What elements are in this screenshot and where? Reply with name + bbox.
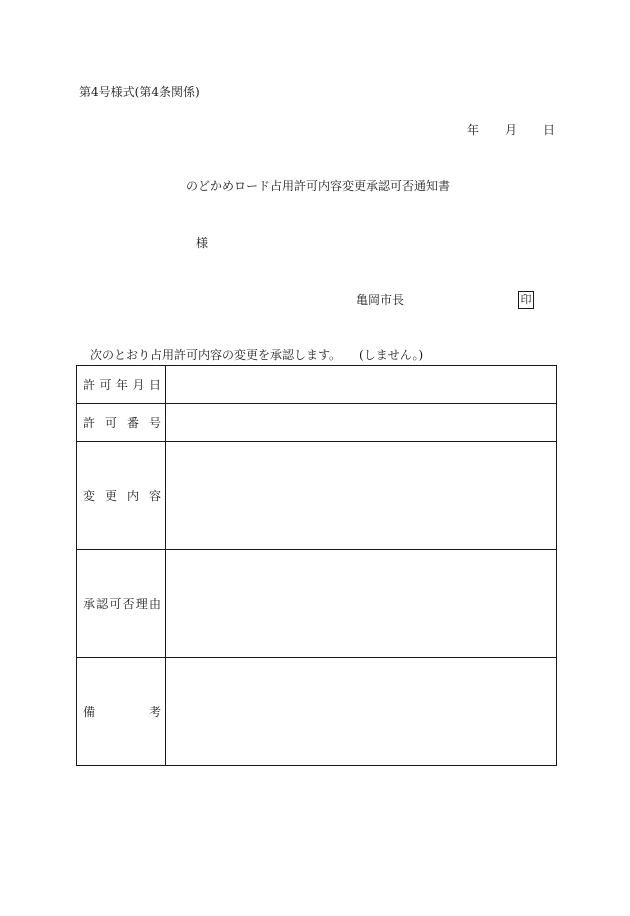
value-remarks[interactable] xyxy=(166,658,557,766)
value-permit-number[interactable] xyxy=(166,404,557,442)
label-change-details: 変 更 内 容 xyxy=(77,442,166,550)
table-row-change-details xyxy=(77,442,557,550)
lead-main: 次のとおり占用許可内容の変更を承認します。 xyxy=(90,348,342,362)
addressee-suffix: 様 xyxy=(196,236,209,250)
value-permit-date[interactable] xyxy=(166,366,557,404)
label-permit-number: 許 可 番 号 xyxy=(77,404,166,442)
date-day-label: 日 xyxy=(542,123,555,137)
seal-mark: 印 xyxy=(518,291,534,309)
date-line xyxy=(467,124,555,136)
document-title: のどかめロード占用許可内容変更承認可否通知書 xyxy=(186,179,451,193)
form-number: 第4号様式(第4条関係) xyxy=(79,85,200,99)
date-year-label: 年 xyxy=(466,123,479,137)
table-row-remarks xyxy=(77,658,557,766)
table-row-approval-reason xyxy=(77,550,557,658)
date-month-label: 月 xyxy=(504,123,517,137)
label-approval-reason: 承 認 可 否 理 由 xyxy=(77,550,166,658)
permit-table xyxy=(76,365,557,766)
lead-text xyxy=(90,349,423,361)
issuer-name: 亀岡市長 xyxy=(356,293,405,307)
value-approval-reason[interactable] xyxy=(166,550,557,658)
label-remarks: 備 考 xyxy=(77,658,166,766)
label-permit-date: 許 可 年 月 日 xyxy=(77,366,166,404)
value-change-details[interactable] xyxy=(166,442,557,550)
lead-alt: (しません。) xyxy=(359,348,424,362)
table-row-permit-date xyxy=(77,366,557,404)
table-row-permit-number xyxy=(77,404,557,442)
